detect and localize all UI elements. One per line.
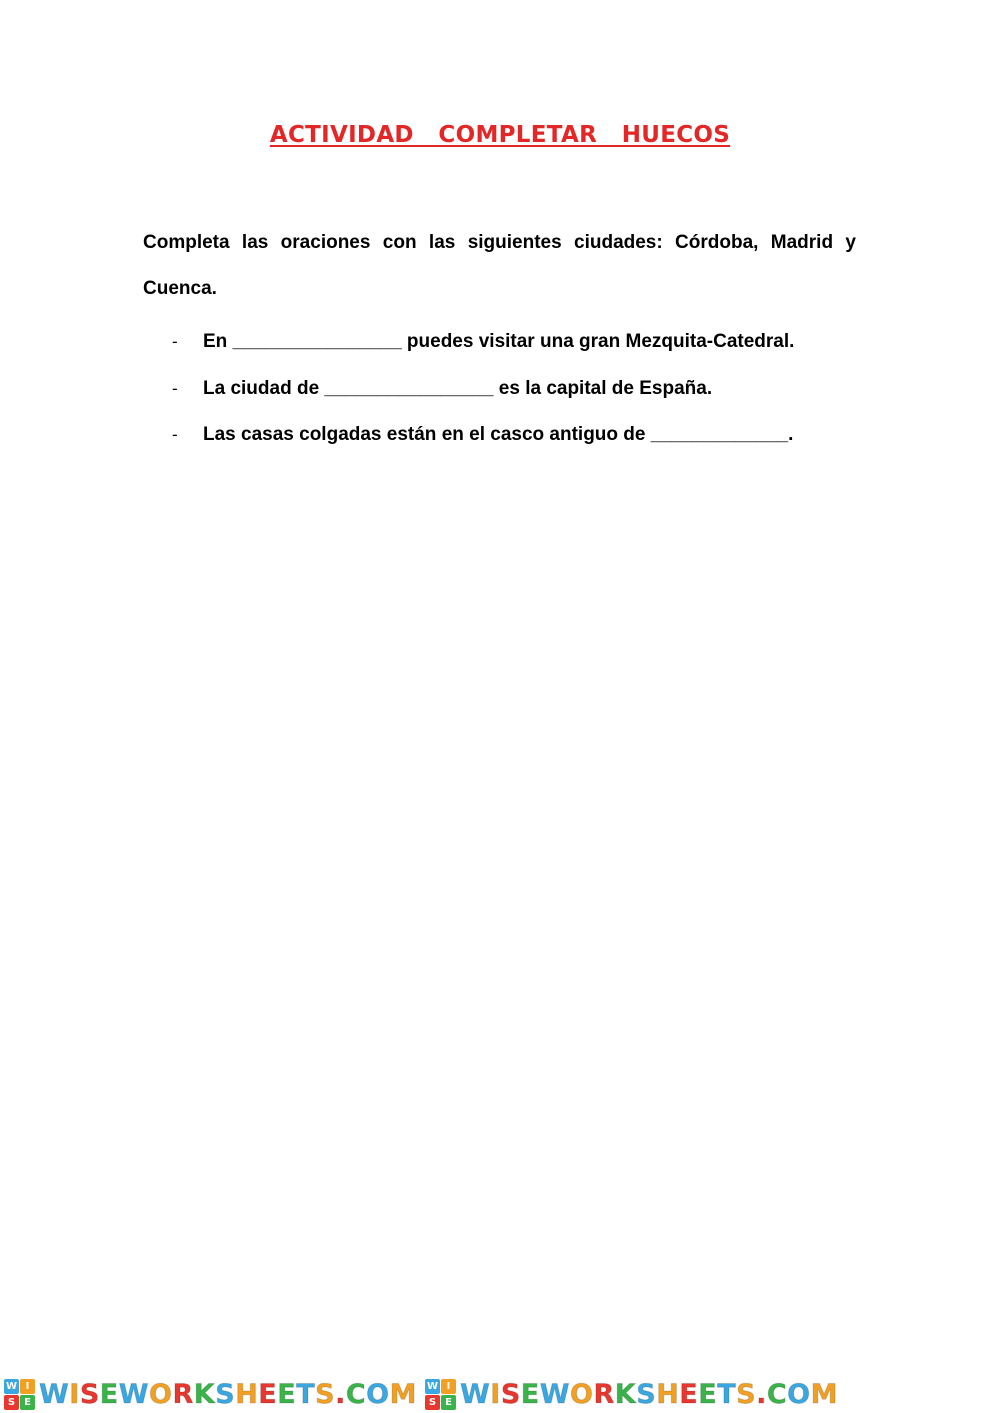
watermark-letter: E <box>679 1378 699 1410</box>
logo-tile: W <box>426 1381 439 1392</box>
sentence-start: La ciudad de <box>203 377 320 399</box>
watermark-letter: W <box>460 1378 491 1410</box>
watermark-letter: H <box>656 1378 680 1410</box>
watermark-unit <box>425 1379 838 1410</box>
page-title: ACTIVIDAD COMPLETAR HUECOS <box>269 122 731 148</box>
watermark-letter: S <box>636 1378 657 1410</box>
watermark-letter: I <box>490 1378 501 1410</box>
instructions-text: Completa las oraciones con las siguientes ciudades: Córdoba, Madrid y Cuenca. <box>143 232 856 299</box>
watermark-letter: R <box>593 1378 615 1410</box>
sentence-start: En <box>203 331 228 352</box>
watermark-letter: K <box>193 1378 216 1410</box>
logo-tile: S <box>4 1395 19 1410</box>
watermark-letter: W <box>39 1378 70 1410</box>
answer-blank[interactable]: _____________ <box>650 424 789 445</box>
watermark-letter: K <box>614 1378 637 1410</box>
wiseworksheets-logo-icon <box>425 1379 456 1410</box>
exercise-list <box>172 329 892 469</box>
sentence-end: puedes visitar una gran Mezquita-Catedral. <box>406 331 795 352</box>
watermark-footer <box>0 1376 1000 1413</box>
watermark-letter: C <box>766 1378 788 1410</box>
watermark-letter: R <box>172 1378 194 1410</box>
watermark-letter: C <box>345 1378 367 1410</box>
watermark-letter: . <box>335 1378 346 1410</box>
list-dash: - <box>172 425 178 444</box>
watermark-letter: S <box>500 1378 521 1410</box>
watermark-letter: E <box>258 1378 278 1410</box>
exercise-sentence <box>203 422 793 448</box>
watermark-letter: O <box>570 1378 594 1410</box>
watermark-letter: O <box>366 1378 390 1410</box>
logo-tile: I <box>441 1379 456 1394</box>
list-dash: - <box>172 378 178 398</box>
watermark-letter: T <box>296 1378 316 1410</box>
watermark-letter: M <box>389 1378 417 1410</box>
watermark-letter: S <box>79 1378 100 1410</box>
watermark-letter: O <box>149 1378 173 1410</box>
sentence-end: . <box>788 424 794 445</box>
logo-tile: W <box>5 1381 18 1392</box>
exercise-sentence <box>203 376 712 402</box>
exercise-item-2 <box>172 376 892 423</box>
watermark-letter: E <box>99 1378 119 1410</box>
watermark-letter: E <box>520 1378 540 1410</box>
exercise-sentence <box>203 329 794 355</box>
watermark-letter: . <box>756 1378 767 1410</box>
watermark-letter: H <box>235 1378 259 1410</box>
watermark-letter: T <box>717 1378 737 1410</box>
sentence-end: es la capital de España. <box>498 377 713 399</box>
answer-blank[interactable]: ________________ <box>324 377 494 399</box>
logo-tile: E <box>441 1395 456 1410</box>
watermark-letter: S <box>315 1378 336 1410</box>
list-dash: - <box>172 332 178 351</box>
watermark-letter: W <box>118 1378 150 1410</box>
answer-blank[interactable]: ________________ <box>232 331 402 352</box>
sentence-start: Las casas colgadas están en el casco antiguo de <box>203 424 646 445</box>
logo-tile: I <box>20 1379 35 1394</box>
watermark-letter: I <box>69 1378 80 1410</box>
exercise-item-1 <box>172 329 892 376</box>
exercise-item-3 <box>172 422 892 469</box>
watermark-text <box>39 1380 417 1410</box>
wiseworksheets-logo-icon <box>4 1379 35 1410</box>
logo-tile: S <box>425 1395 440 1410</box>
watermark-letter: M <box>810 1378 838 1410</box>
logo-tile: E <box>20 1395 35 1410</box>
watermark-letter: S <box>215 1378 236 1410</box>
watermark-text <box>460 1380 838 1410</box>
watermark-letter: W <box>539 1378 571 1410</box>
watermark-unit <box>4 1379 417 1410</box>
watermark-letter: E <box>277 1378 297 1410</box>
watermark-letter: E <box>698 1378 718 1410</box>
watermark-letter: O <box>787 1378 811 1410</box>
watermark-letter: S <box>736 1378 757 1410</box>
